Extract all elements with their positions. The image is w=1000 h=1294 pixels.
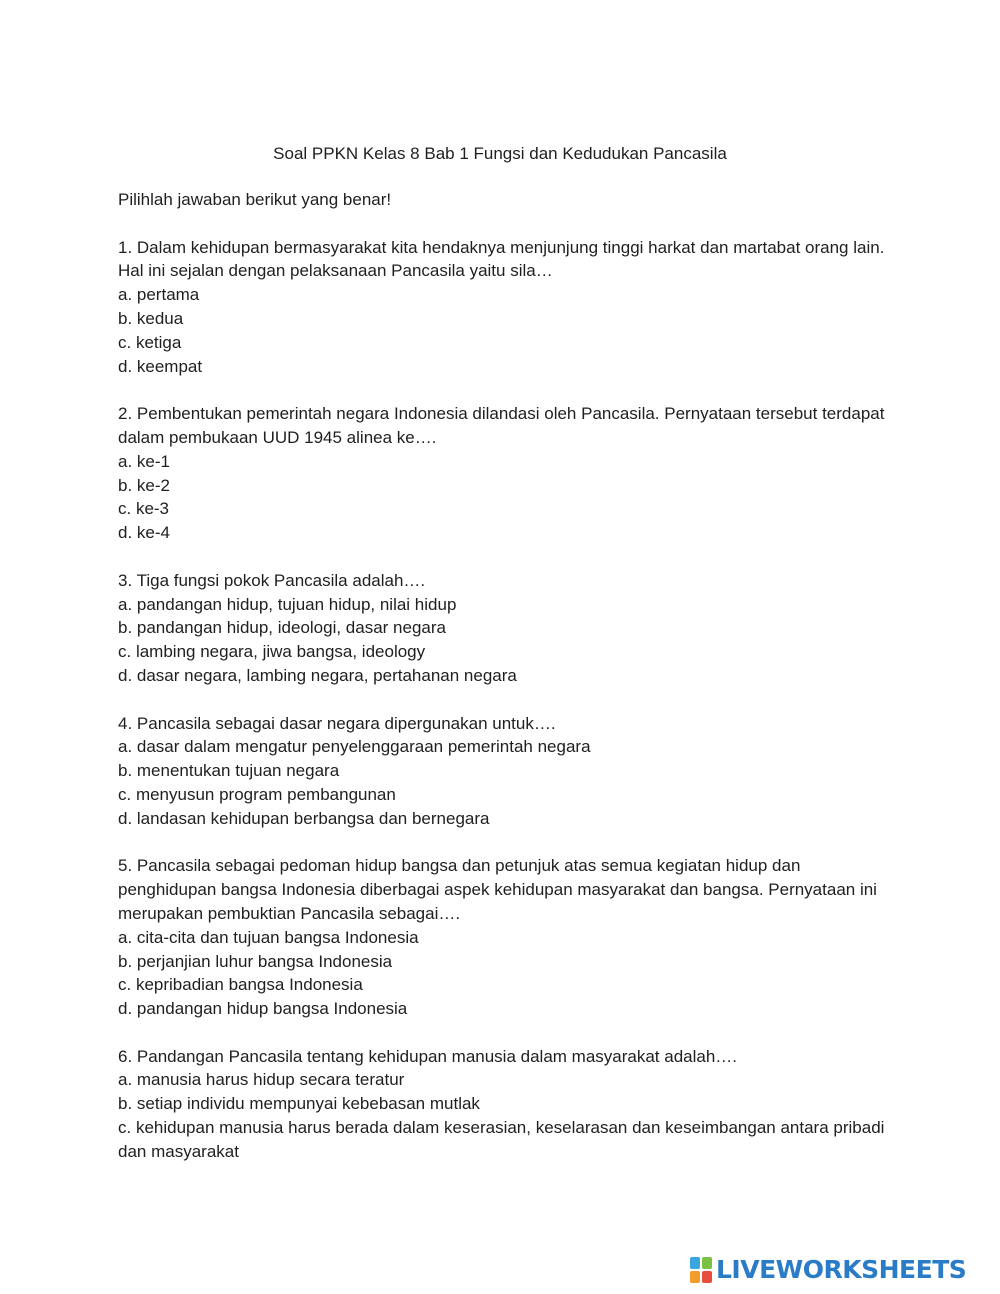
question-text: 4. Pancasila sebagai dasar negara dipergunakan untuk…. — [118, 713, 556, 733]
question-4 — [118, 712, 888, 831]
liveworksheets-logo — [690, 1254, 966, 1286]
option-b: b. setiap individu mempunyai kebebasan mutlak — [118, 1094, 480, 1114]
option-list — [118, 283, 888, 378]
logo-text: LIVEWORKSHEETS — [716, 1255, 967, 1284]
mark-cell — [702, 1271, 712, 1283]
liveworksheets-mark-icon — [690, 1257, 712, 1283]
option-d: d. landasan kehidupan berbangsa dan bernegara — [118, 808, 490, 828]
option-b: b. kedua — [118, 308, 184, 328]
option-a: a. manusia harus hidup secara teratur — [118, 1070, 405, 1090]
option-c: c. ketiga — [118, 332, 182, 352]
option-c: c. lambing negara, jiwa bangsa, ideology — [118, 642, 426, 662]
option-list — [118, 450, 888, 545]
option-d: d. pandangan hidup bangsa Indonesia — [118, 999, 408, 1019]
option-a: a. ke-1 — [118, 451, 170, 471]
option-c: c. kehidupan manusia harus berada dalam keserasian, keselarasan dan keseimbangan antara pribadi dan masyarakat — [118, 1118, 885, 1161]
document-body — [118, 188, 888, 1187]
mark-cell — [690, 1271, 700, 1283]
option-d: d. dasar negara, lambing negara, pertahanan negara — [118, 665, 517, 685]
option-b: b. ke-2 — [118, 475, 170, 495]
option-a: a. dasar dalam mengatur penyelenggaraan pemerintah negara — [118, 737, 591, 757]
option-d: d. ke-4 — [118, 523, 170, 543]
question-text: 1. Dalam kehidupan bermasyarakat kita hendaknya menjunjung tinggi harkat dan martabat orang lain. Hal ini sejalan dengan pelaksanaan Pancasila yaitu sila… — [118, 237, 885, 281]
option-list — [118, 1068, 888, 1163]
option-c: c. kepribadian bangsa Indonesia — [118, 975, 363, 995]
question-3 — [118, 569, 888, 688]
document-title: Soal PPKN Kelas 8 Bab 1 Fungsi dan Kedudukan Pancasila — [273, 144, 727, 163]
option-list — [118, 735, 888, 830]
option-c: c. ke-3 — [118, 499, 170, 519]
option-a: a. cita-cita dan tujuan bangsa Indonesia — [118, 927, 419, 947]
mark-cell — [690, 1257, 700, 1269]
option-list — [118, 926, 888, 1021]
option-list — [118, 593, 888, 688]
question-6 — [118, 1045, 888, 1164]
question-text: 5. Pancasila sebagai pedoman hidup bangsa dan petunjuk atas semua kegiatan hidup dan penghidupan bangsa Indonesia diberbagai aspek kehidupan masyarakat dan bangsa. Pernyataan ini merupakan pembuktian Pancasila sebagai…. — [118, 856, 877, 923]
question-text: 3. Tiga fungsi pokok Pancasila adalah…. — [118, 570, 426, 590]
option-c: c. menyusun program pembangunan — [118, 784, 396, 804]
option-b: b. pandangan hidup, ideologi, dasar negara — [118, 618, 446, 638]
option-a: a. pandangan hidup, tujuan hidup, nilai hidup — [118, 594, 457, 614]
question-text: 2. Pembentukan pemerintah negara Indonesia dilandasi oleh Pancasila. Pernyataan tersebut terdapat dalam pembukaan UUD 1945 alinea ke…. — [118, 404, 885, 447]
mark-cell — [702, 1257, 712, 1269]
question-text: 6. Pandangan Pancasila tentang kehidupan manusia dalam masyarakat adalah…. — [118, 1046, 738, 1066]
instruction-text: Pilihlah jawaban berikut yang benar! — [118, 190, 392, 209]
option-b: b. perjanjian luhur bangsa Indonesia — [118, 951, 393, 971]
option-b: b. menentukan tujuan negara — [118, 761, 340, 781]
option-a: a. pertama — [118, 285, 200, 305]
option-d: d. keempat — [118, 356, 203, 376]
question-2 — [118, 402, 888, 545]
question-5 — [118, 854, 888, 1021]
question-1 — [118, 236, 888, 379]
